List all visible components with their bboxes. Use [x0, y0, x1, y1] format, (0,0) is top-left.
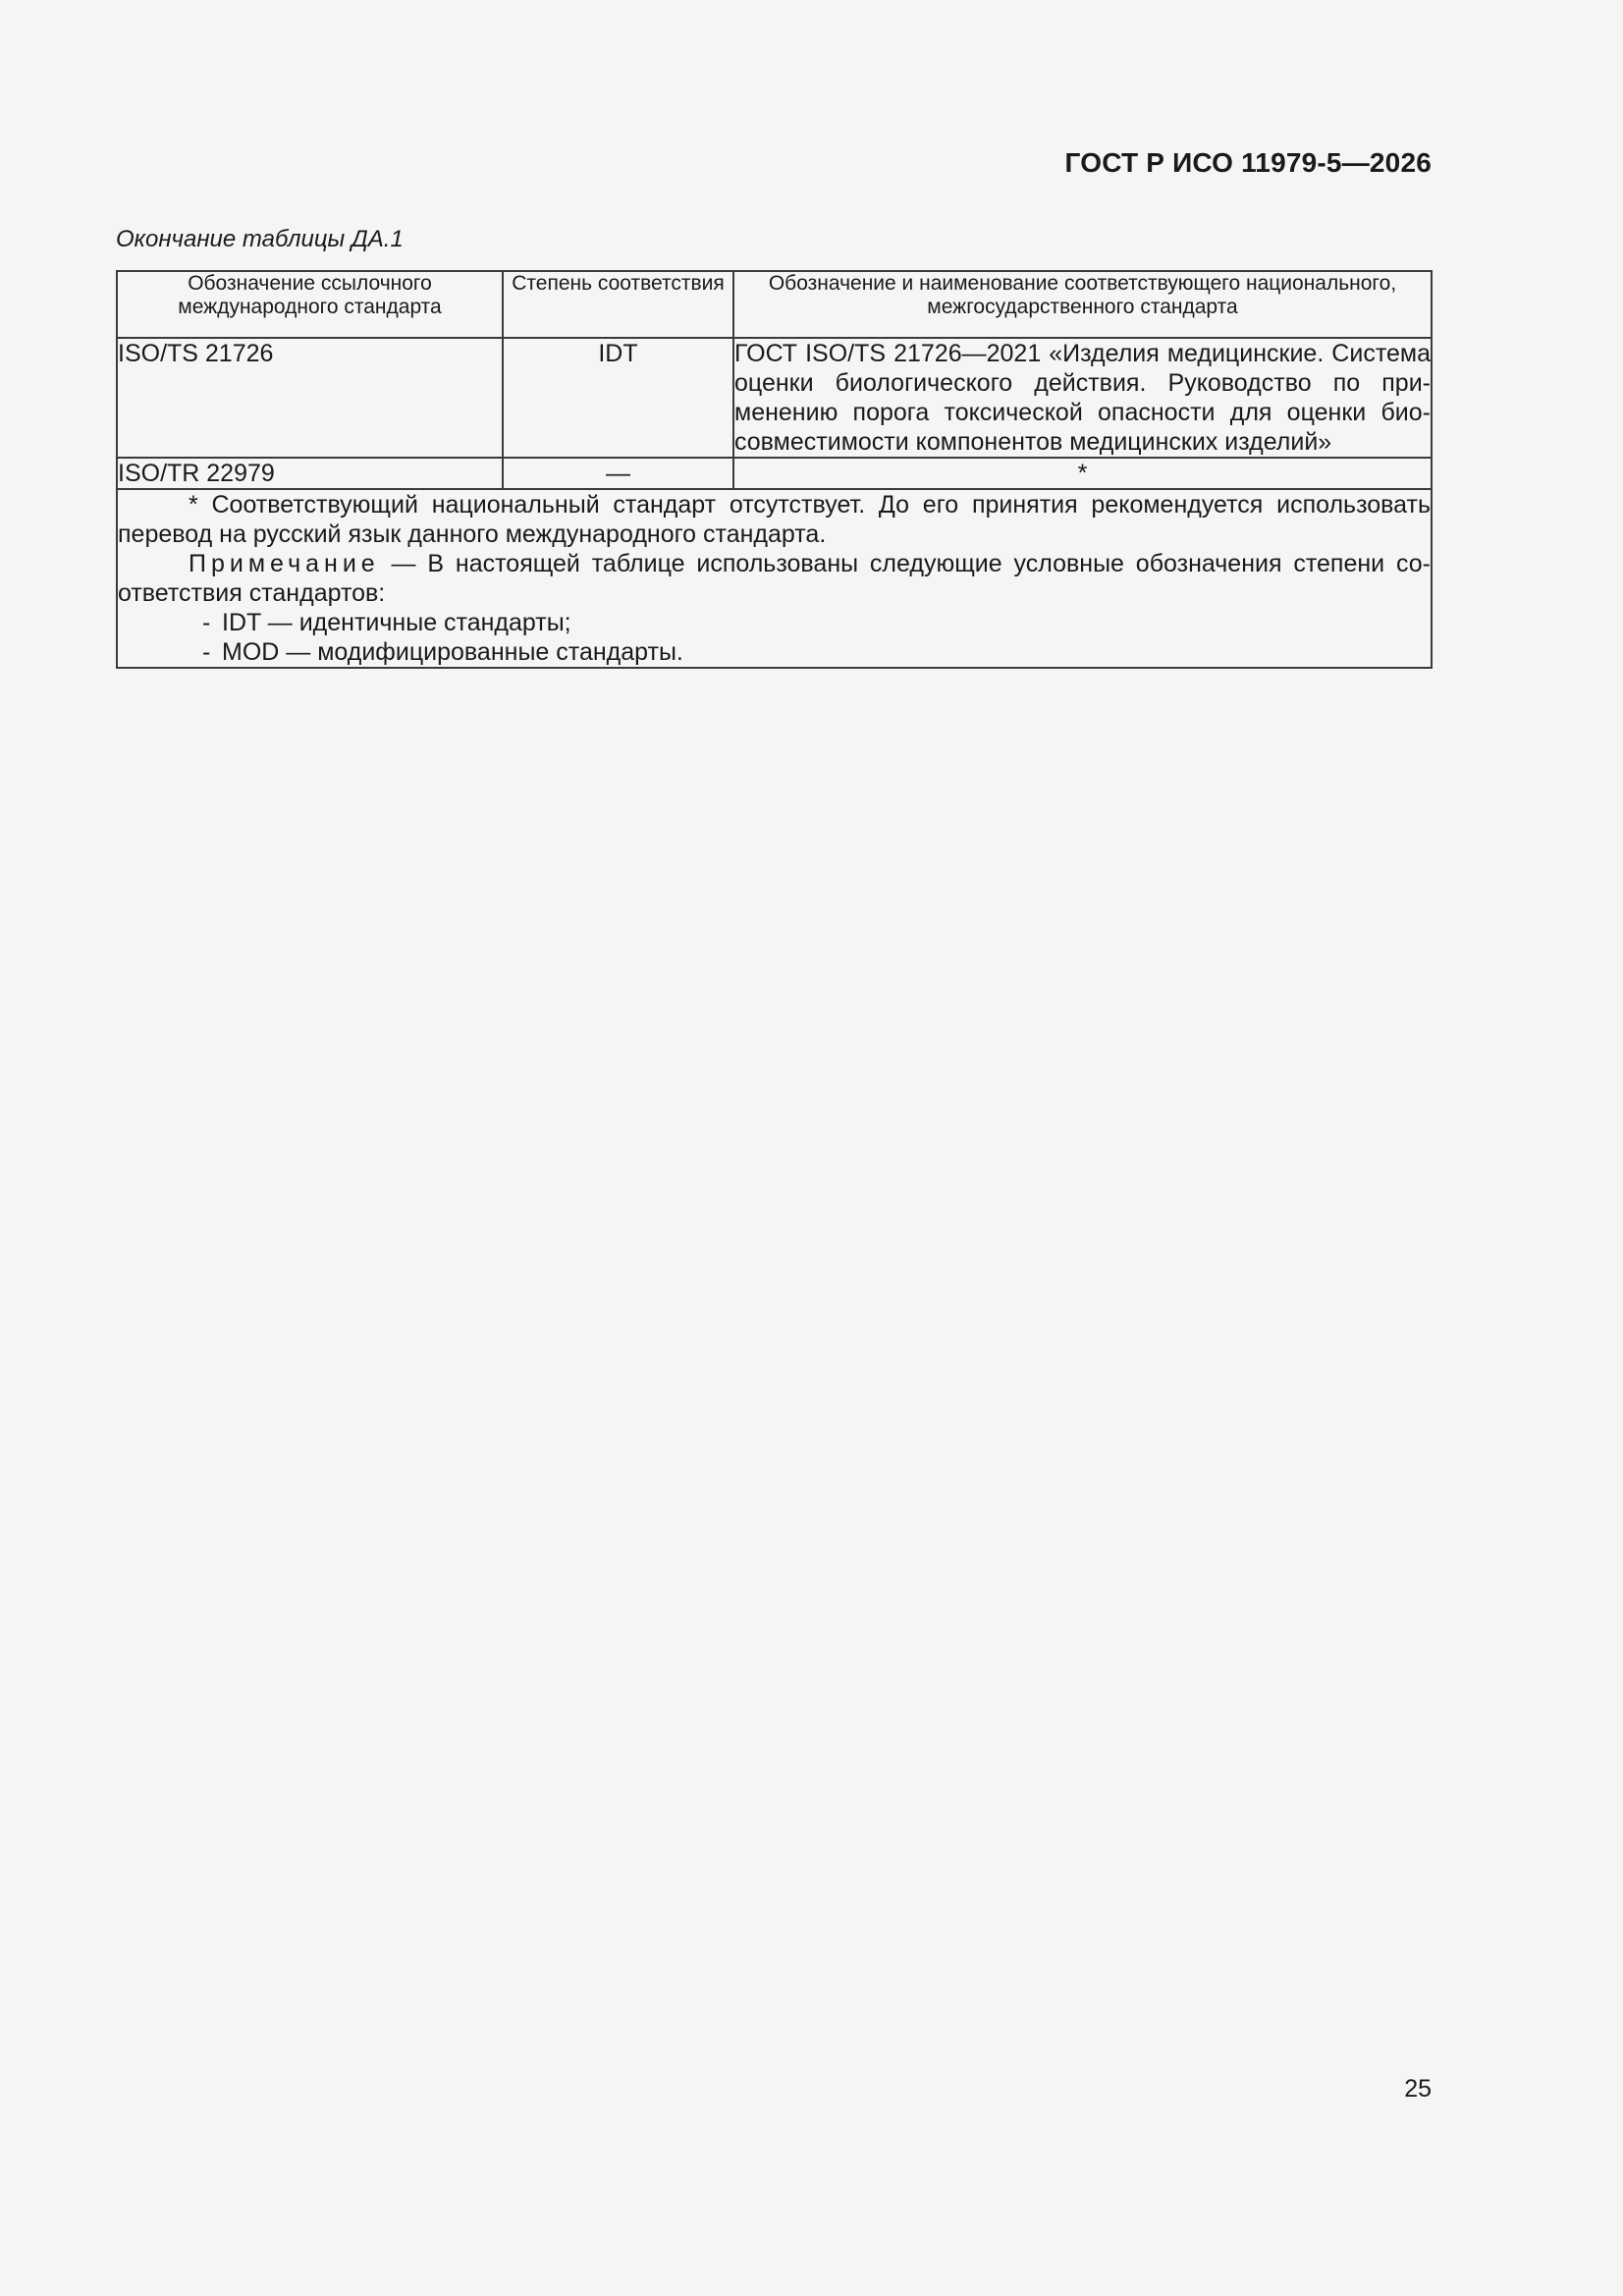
- column-header-degree: Степень соответствия: [503, 271, 733, 338]
- note-paragraph: [118, 549, 1431, 608]
- legend-item: - IDT — идентичные стандарты;: [202, 609, 571, 636]
- column-header-intl-standard: Обозначение ссылочного международного стандарта: [117, 271, 503, 338]
- table-notes-cell: [117, 489, 1432, 668]
- document-code-header: ГОСТ Р ИСО 11979-5—2026: [1064, 147, 1432, 178]
- legend-item-text: IDT — идентичные стандарты;: [222, 609, 571, 636]
- legend-item-text: MOD — модифицированные стандарты.: [222, 638, 683, 666]
- intl-standard-code: ISO/TS 21726: [117, 338, 503, 458]
- note-text: — В настоящей таблице использованы следующие условные обозначения степени соответствия стандартов:: [118, 550, 1431, 607]
- degree-of-correspondence: —: [503, 458, 733, 489]
- legend-item: - MOD — модифицированные стандарты.: [202, 638, 683, 666]
- column-header-national-standard: Обозначение и наименование соответствующего национального, межгосударственного стандарта: [733, 271, 1432, 338]
- table-row: [117, 458, 1432, 489]
- standards-correspondence-table: [116, 270, 1433, 669]
- intl-standard-code: ISO/TR 22979: [117, 458, 503, 489]
- page-number: 25: [1404, 2075, 1432, 2103]
- table-header-row: [117, 271, 1432, 338]
- table-caption: Окончание таблицы ДА.1: [116, 226, 404, 252]
- table-row: [117, 338, 1432, 458]
- national-standard-title: ГОСТ ISO/TS 21726—2021 «Изделия медицинские. Система оценки биологического действия. Руководство по применению порога токсической опасности для оценки биосовместимости компонентов медицинских изделий»: [734, 340, 1431, 456]
- footnote-text: * Соответствующий национальный стандарт отсутствует. До его принятия рекомендуется использовать перевод на русский язык данного международного стандарта.: [118, 491, 1431, 548]
- table-notes-row: [117, 489, 1432, 668]
- national-standard-title: *: [733, 458, 1432, 489]
- note-label: Примечание: [189, 550, 380, 577]
- degree-of-correspondence: IDT: [503, 338, 733, 458]
